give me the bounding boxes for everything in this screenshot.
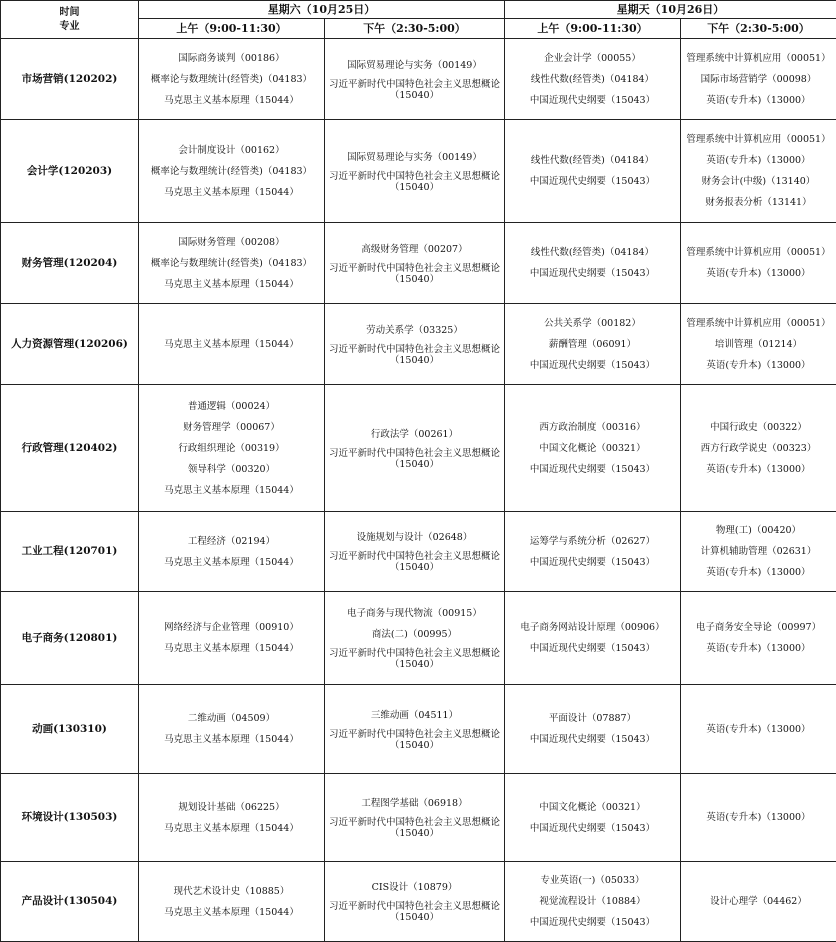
sun-morning-header: 上午（9:00-11:30） — [505, 19, 681, 39]
sun-morning-cell — [505, 512, 681, 592]
table-row — [1, 385, 836, 512]
sat-afternoon-cell — [325, 385, 505, 512]
exam-subject: 中国近现代史纲要（15043） — [505, 355, 680, 376]
exam-subject: 英语(专升本)（13000） — [681, 90, 836, 111]
exam-subject: 中国近现代史纲要（15043） — [505, 263, 680, 284]
exam-subject: 中国近现代史纲要（15043） — [505, 90, 680, 111]
sat-morning-cell — [139, 120, 325, 223]
sat-morning-cell — [139, 304, 325, 385]
exam-subject: 三维动画（04511） — [325, 705, 504, 726]
exam-subject: 马克思主义基本原理（15044） — [139, 334, 324, 355]
table-row — [1, 512, 836, 592]
exam-subject: 英语(专升本)（13000） — [681, 719, 836, 740]
exam-subject: 管理系统中计算机应用（00051） — [681, 48, 836, 69]
exam-subject: 平面设计（07887） — [505, 708, 680, 729]
exam-subject: 中国近现代史纲要（15043） — [505, 171, 680, 192]
exam-subject: 财务报表分析（13141） — [681, 192, 836, 213]
exam-subject: 习近平新时代中国特色社会主义思想概论（15040） — [325, 341, 504, 369]
exam-subject: 二维动画（04509） — [139, 708, 324, 729]
exam-subject: 英语(专升本)（13000） — [681, 807, 836, 828]
exam-subject: 电子商务与现代物流（00915） — [325, 603, 504, 624]
exam-subject: 习近平新时代中国特色社会主义思想概论（15040） — [325, 445, 504, 473]
exam-subject: 马克思主义基本原理（15044） — [139, 90, 324, 111]
exam-subject: 企业会计学（00055） — [505, 48, 680, 69]
sun-morning-cell — [505, 685, 681, 774]
table-row — [1, 685, 836, 774]
exam-subject: 习近平新时代中国特色社会主义思想概论（15040） — [325, 726, 504, 754]
major-name: 动画(130310) — [1, 685, 139, 774]
exam-subject: 行政组织理论（00319） — [139, 438, 324, 459]
exam-subject: 领导科学（00320） — [139, 459, 324, 480]
major-name: 人力资源管理(120206) — [1, 304, 139, 385]
sun-morning-cell — [505, 774, 681, 862]
major-name: 工业工程(120701) — [1, 512, 139, 592]
major-name: 会计学(120203) — [1, 120, 139, 223]
sat-morning-cell — [139, 385, 325, 512]
exam-subject: 工程经济（02194） — [139, 531, 324, 552]
exam-subject: 线性代数(经管类)（04184） — [505, 150, 680, 171]
sat-morning-cell — [139, 774, 325, 862]
major-name: 环境设计(130503) — [1, 774, 139, 862]
corner-header — [1, 1, 139, 39]
sun-afternoon-cell — [681, 385, 836, 512]
exam-subject: 习近平新时代中国特色社会主义思想概论（15040） — [325, 898, 504, 926]
exam-subject: 财务管理学（00067） — [139, 417, 324, 438]
exam-subject: 线性代数(经管类)（04184） — [505, 242, 680, 263]
exam-subject: 网络经济与企业管理（00910） — [139, 617, 324, 638]
sun-afternoon-cell — [681, 685, 836, 774]
exam-subject: 国际贸易理论与实务（00149） — [325, 55, 504, 76]
exam-subject: 物理(工)（00420） — [681, 520, 836, 541]
sun-afternoon-cell — [681, 304, 836, 385]
exam-subject: 中国近现代史纲要（15043） — [505, 638, 680, 659]
sat-morning-cell — [139, 512, 325, 592]
major-name: 产品设计(130504) — [1, 862, 139, 942]
sun-afternoon-cell — [681, 223, 836, 304]
sat-afternoon-cell — [325, 862, 505, 942]
table-row — [1, 304, 836, 385]
sat-afternoon-cell — [325, 685, 505, 774]
exam-subject: 设施规划与设计（02648） — [325, 527, 504, 548]
sat-afternoon-cell — [325, 592, 505, 685]
corner-time-label: 时间 — [60, 7, 80, 18]
sun-morning-cell — [505, 592, 681, 685]
exam-subject: 中国近现代史纲要（15043） — [505, 729, 680, 750]
exam-subject: 中国近现代史纲要（15043） — [505, 459, 680, 480]
exam-subject: 英语(专升本)（13000） — [681, 150, 836, 171]
sun-afternoon-cell — [681, 39, 836, 120]
exam-subject: 计算机辅助管理（02631） — [681, 541, 836, 562]
sat-afternoon-cell — [325, 120, 505, 223]
exam-subject: 英语(专升本)（13000） — [681, 355, 836, 376]
exam-subject: 中国近现代史纲要（15043） — [505, 818, 680, 839]
exam-subject: 视觉流程设计（10884） — [505, 891, 680, 912]
sun-afternoon-cell — [681, 592, 836, 685]
major-name: 电子商务(120801) — [1, 592, 139, 685]
exam-subject: 普通逻辑（00024） — [139, 396, 324, 417]
exam-subject: 马克思主义基本原理（15044） — [139, 480, 324, 501]
exam-subject: 现代艺术设计史（10885） — [139, 881, 324, 902]
exam-subject: 行政法学（00261） — [325, 424, 504, 445]
exam-subject: 马克思主义基本原理（15044） — [139, 274, 324, 295]
exam-subject: 培训管理（01214） — [681, 334, 836, 355]
exam-subject: 中国近现代史纲要（15043） — [505, 552, 680, 573]
sun-morning-cell — [505, 862, 681, 942]
exam-subject: 国际贸易理论与实务（00149） — [325, 147, 504, 168]
exam-subject: 习近平新时代中国特色社会主义思想概论（15040） — [325, 260, 504, 288]
exam-subject: 西方行政学说史（00323） — [681, 438, 836, 459]
sun-morning-cell — [505, 385, 681, 512]
exam-subject: 运筹学与系统分析（02627） — [505, 531, 680, 552]
sun-morning-cell — [505, 39, 681, 120]
exam-subject: 英语(专升本)（13000） — [681, 459, 836, 480]
sat-afternoon-cell — [325, 774, 505, 862]
exam-subject: 英语(专升本)（13000） — [681, 562, 836, 583]
sun-morning-cell — [505, 120, 681, 223]
sat-morning-cell — [139, 39, 325, 120]
sat-morning-cell — [139, 223, 325, 304]
exam-subject: 设计心理学（04462） — [681, 891, 836, 912]
table-row — [1, 592, 836, 685]
major-name: 行政管理(120402) — [1, 385, 139, 512]
sun-afternoon-cell — [681, 512, 836, 592]
exam-subject: 工程图学基础（06918） — [325, 793, 504, 814]
exam-subject: 专业英语(一)（05033） — [505, 870, 680, 891]
exam-subject: 马克思主义基本原理（15044） — [139, 182, 324, 203]
exam-subject: 国际市场营销学（00098） — [681, 69, 836, 90]
exam-subject: 概率论与数理统计(经管类)（04183） — [139, 69, 324, 90]
exam-subject: 英语(专升本)（13000） — [681, 263, 836, 284]
exam-subject: 马克思主义基本原理（15044） — [139, 552, 324, 573]
exam-subject: 国际商务谈判（00186） — [139, 48, 324, 69]
table-row — [1, 862, 836, 942]
exam-subject: 马克思主义基本原理（15044） — [139, 902, 324, 923]
corner-major-label: 专业 — [60, 21, 80, 32]
sat-morning-header: 上午（9:00-11:30） — [139, 19, 325, 39]
major-name: 财务管理(120204) — [1, 223, 139, 304]
exam-subject: 劳动关系学（03325） — [325, 320, 504, 341]
exam-subject: 中国行政史（00322） — [681, 417, 836, 438]
exam-subject: 财务会计(中级)（13140） — [681, 171, 836, 192]
saturday-header: 星期六（10月25日） — [139, 1, 505, 19]
exam-subject: 习近平新时代中国特色社会主义思想概论（15040） — [325, 645, 504, 673]
exam-subject: 马克思主义基本原理（15044） — [139, 729, 324, 750]
sun-afternoon-cell — [681, 120, 836, 223]
sat-afternoon-header: 下午（2:30-5:00） — [325, 19, 505, 39]
exam-subject: 概率论与数理统计(经管类)（04183） — [139, 253, 324, 274]
exam-subject: 电子商务网站设计原理（00906） — [505, 617, 680, 638]
exam-subject: 英语(专升本)（13000） — [681, 638, 836, 659]
major-name: 市场营销(120202) — [1, 39, 139, 120]
exam-subject: 管理系统中计算机应用（00051） — [681, 242, 836, 263]
sat-morning-cell — [139, 862, 325, 942]
exam-subject: 薪酬管理（06091） — [505, 334, 680, 355]
sunday-header: 星期天（10月26日） — [505, 1, 836, 19]
sat-afternoon-cell — [325, 39, 505, 120]
exam-subject: 管理系统中计算机应用（00051） — [681, 129, 836, 150]
sat-afternoon-cell — [325, 304, 505, 385]
exam-subject: 概率论与数理统计(经管类)（04183） — [139, 161, 324, 182]
sun-afternoon-cell — [681, 862, 836, 942]
table-row — [1, 120, 836, 223]
exam-subject: 管理系统中计算机应用（00051） — [681, 313, 836, 334]
exam-subject: 高级财务管理（00207） — [325, 239, 504, 260]
sun-morning-cell — [505, 304, 681, 385]
exam-subject: 会计制度设计（00162） — [139, 140, 324, 161]
exam-subject: 马克思主义基本原理（15044） — [139, 638, 324, 659]
exam-subject: 线性代数(经管类)（04184） — [505, 69, 680, 90]
exam-subject: 习近平新时代中国特色社会主义思想概论（15040） — [325, 76, 504, 104]
table-row — [1, 774, 836, 862]
exam-subject: 习近平新时代中国特色社会主义思想概论（15040） — [325, 814, 504, 842]
exam-subject: 规划设计基础（06225） — [139, 797, 324, 818]
sun-morning-cell — [505, 223, 681, 304]
sat-afternoon-cell — [325, 512, 505, 592]
exam-subject: 中国近现代史纲要（15043） — [505, 912, 680, 933]
exam-subject: 中国文化概论（00321） — [505, 797, 680, 818]
exam-subject: CIS设计（10879） — [325, 877, 504, 898]
exam-subject: 公共关系学（00182） — [505, 313, 680, 334]
exam-subject: 电子商务安全导论（00997） — [681, 617, 836, 638]
table-row — [1, 39, 836, 120]
exam-subject: 国际财务管理（00208） — [139, 232, 324, 253]
sun-afternoon-header: 下午（2:30-5:00） — [681, 19, 836, 39]
table-row — [1, 223, 836, 304]
exam-subject: 商法(二)（00995） — [325, 624, 504, 645]
exam-subject: 中国文化概论（00321） — [505, 438, 680, 459]
sun-afternoon-cell — [681, 774, 836, 862]
sat-morning-cell — [139, 685, 325, 774]
exam-subject: 马克思主义基本原理（15044） — [139, 818, 324, 839]
sat-afternoon-cell — [325, 223, 505, 304]
exam-subject: 习近平新时代中国特色社会主义思想概论（15040） — [325, 548, 504, 576]
exam-subject: 习近平新时代中国特色社会主义思想概论（15040） — [325, 168, 504, 196]
sat-morning-cell — [139, 592, 325, 685]
exam-subject: 西方政治制度（00316） — [505, 417, 680, 438]
